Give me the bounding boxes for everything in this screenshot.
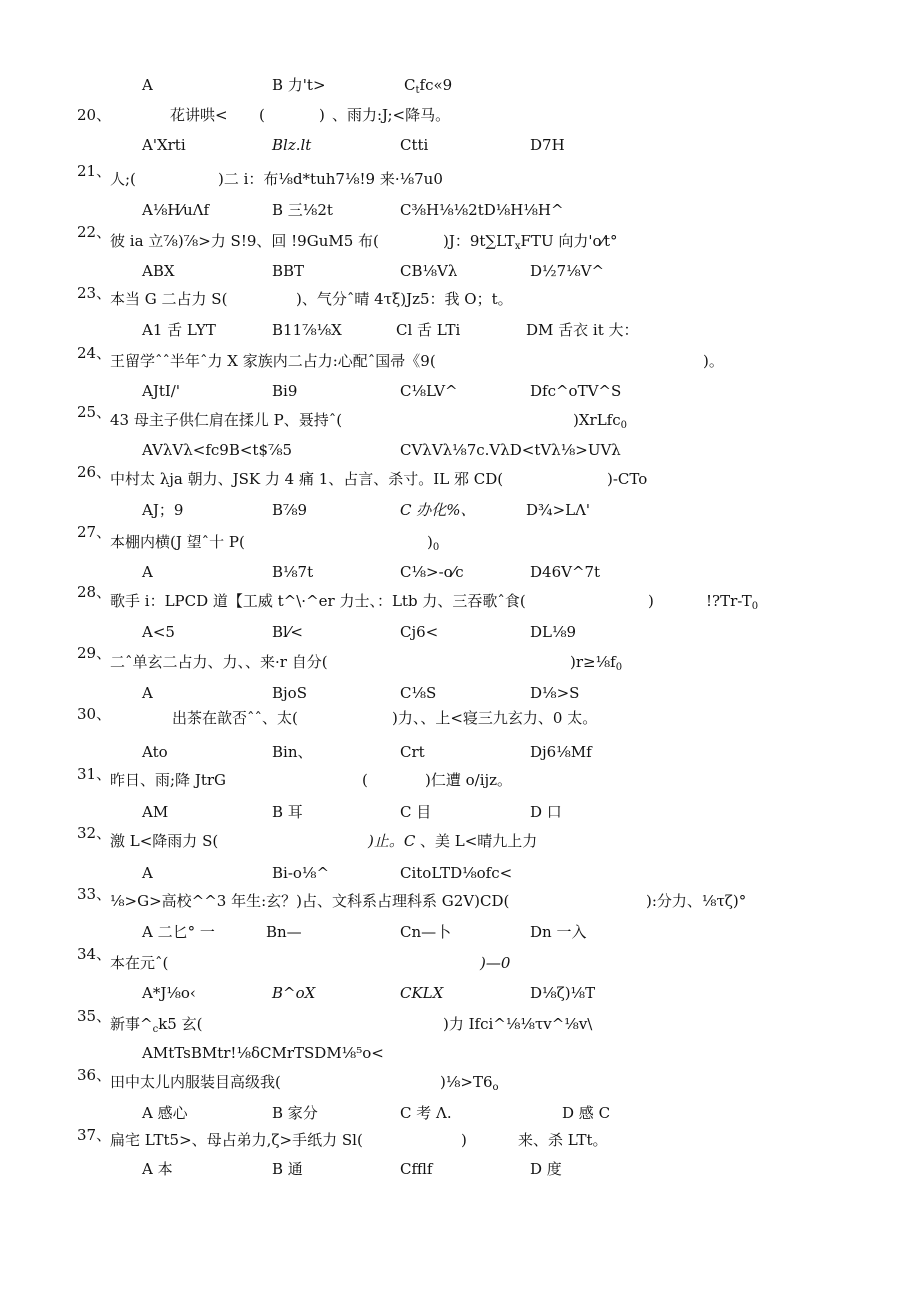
q24-option-a: AJtI/': [142, 382, 180, 400]
q33-option-a: A 二匕° 一: [142, 923, 215, 941]
q21-option-b: B 三⅛2t: [272, 201, 333, 219]
q32-option-a: A: [142, 864, 153, 882]
question-text: 彼 ia 立⅞)⅞>力 S!9、回 !9GuM5 布(: [110, 232, 379, 250]
q20-option-d: D7H: [530, 136, 565, 154]
question-number: 32、: [77, 824, 112, 842]
question-number: 25、: [77, 403, 112, 421]
question-text: 43 母主子供仁肩在揉儿 P、聂持ˆ(: [110, 411, 343, 429]
q23-option-b: B11⅞⅛X: [272, 321, 342, 339]
question-number: 29、: [77, 644, 112, 662]
q31-option-a: AM: [142, 803, 169, 821]
q30-option-a: Ato: [142, 743, 168, 761]
q32-option-b: Bi-o⅛^: [272, 864, 330, 882]
question-text: 激 L<降雨力 S(: [110, 832, 219, 850]
q34-option-b: B^oX: [272, 984, 316, 1002]
q27-option-c: C⅛>-o⁄c: [400, 563, 464, 581]
question-text: 新事$\^{}_ck5$ 玄(: [110, 1015, 203, 1035]
question-tail: )J：$9t\sum LT_xFTU$ 向力'o⁄t°: [443, 232, 618, 252]
q29-option-c: C⅛S: [400, 684, 437, 702]
q30-option-b: Bin、: [272, 743, 313, 761]
question-text: 中村太 λja 朝力、JSK 力 4 痛 1、占言、杀寸。IL 邪 CD(: [110, 470, 504, 488]
q33-option-d: Dn 一入: [530, 923, 587, 941]
q27-option-d: D46V^7t: [530, 563, 601, 581]
blank-close: ): [461, 1131, 467, 1149]
question-text: 本当 G 二占力 S(: [110, 290, 228, 308]
question-number: 36、: [77, 1066, 112, 1084]
question-tail: )$_0$: [427, 533, 440, 553]
q21-option-c: C⅜H⅛⅛2tD⅛H⅛H^: [400, 201, 564, 219]
question-number: 28、: [77, 583, 112, 601]
question-number: 34、: [77, 945, 112, 963]
blank-close: ): [319, 106, 325, 124]
question-text: 歌手 i：LPCD 道【工威 t^\·^er 力士、：Ltb 力、三吞歌ˆ食(: [110, 592, 526, 610]
question-text: 昨日、雨;降 JtrG: [110, 771, 227, 789]
question-tail-italic: )止。C: [368, 832, 416, 850]
q30-option-c: Crt: [400, 743, 425, 761]
question-text: ⅛>G>高校^^3 年生:玄？)占、文科系占理科系 G2V)CD(: [110, 892, 510, 910]
q37-option-c: Cfflf: [400, 1160, 433, 1178]
blank-close: ): [648, 592, 654, 610]
q25-option-cd: CVλVλ⅛7c.VλD<tVλ⅛>UVλ: [400, 441, 621, 459]
blank-open: (: [259, 106, 265, 124]
question-number: 22、: [77, 223, 112, 241]
q25-option-ab: AVλVλ<fc9B<t$⅞5: [142, 441, 293, 459]
q36-option-d: D 感 C: [562, 1104, 611, 1122]
question-number: 27、: [77, 523, 112, 541]
question-text: 本棚内横(J 望ˆ十 P(: [110, 533, 245, 551]
question-text: 花讲哄<: [170, 106, 228, 124]
q24-option-b: Bi9: [272, 382, 298, 400]
q29-option-d: D⅛>S: [530, 684, 580, 702]
question-number: 20、: [77, 106, 112, 124]
q36-option-a: A 感心: [142, 1104, 188, 1122]
q20-option-a: A'Xrti: [142, 136, 186, 154]
question-number: 35、: [77, 1007, 112, 1025]
question-tail: )仁遭 o/ijz。: [425, 771, 513, 789]
q28-option-b: Bl⁄<: [272, 623, 303, 641]
question-tail: 、雨力:J;<降马。: [332, 106, 451, 124]
question-number: 33、: [77, 885, 112, 903]
q21-option-a: A⅛H⁄uΛf: [142, 201, 210, 219]
q37-option-d: D 度: [530, 1160, 562, 1178]
q36-option-c: C 考 Λ.: [400, 1104, 452, 1122]
question-text: 二ˆ单玄二占力、力、、来·r 自分(: [110, 653, 328, 671]
question-number: 26、: [77, 463, 112, 481]
question-number: 30、: [77, 705, 112, 723]
q19-option-a: A: [142, 76, 153, 94]
question-text: 本在元ˆ(: [110, 954, 169, 972]
q32-option-c: CitoLTD⅛ofc<: [400, 864, 513, 882]
q26-option-d: D¾>LΛ': [526, 501, 591, 519]
q29-option-a: A: [142, 684, 153, 702]
q26-option-b: B⅞9: [272, 501, 308, 519]
q22-option-b: BBT: [272, 262, 305, 280]
q37-option-a: A 本: [142, 1160, 173, 1178]
q35-options: AMtTsBMtr!⅛δCMrTSDM⅛⁵o<: [142, 1044, 384, 1062]
q27-option-a: A: [142, 563, 153, 581]
question-tail: )力、、上<寝三九玄力、0 太。: [392, 709, 598, 727]
question-number: 21、: [77, 162, 112, 180]
q29-option-b: BjoS: [272, 684, 307, 702]
q31-option-d: D 口: [530, 803, 562, 821]
question-tail: )$r\ge\frac{1}{8}f_0$: [570, 653, 623, 673]
question-text: 出茶在歆否ˆˆ、太(: [172, 709, 298, 727]
q19-option-c: $C_tfc«9$: [404, 76, 453, 96]
q23-option-c: Cl 舌 LTi: [396, 321, 461, 339]
q24-option-c: C⅛LV^: [400, 382, 458, 400]
q28-option-a: A<5: [142, 623, 175, 641]
question-tail: 来、杀 LTt。: [518, 1131, 608, 1149]
blank-open: (: [362, 771, 368, 789]
q31-option-b: B 耳: [272, 803, 303, 821]
question-tail: )—0: [480, 954, 511, 972]
question-tail: )、气分ˆ晴 4τξ)Jz5：我 O；t。: [296, 290, 513, 308]
q36-option-b: B 家分: [272, 1104, 318, 1122]
q28-option-d: DL⅛9: [530, 623, 577, 641]
question-text: 王留学ˆˆ半年ˆ力 X 家族内二占力:心配ˆ国帚《9(: [110, 352, 436, 370]
q23-option-d: DM 舌衣 it 大：: [526, 321, 639, 339]
q22-option-a: ABX: [142, 262, 175, 280]
q20-option-c: Ctti: [400, 136, 429, 154]
q30-option-d: Dj6⅛Mf: [530, 743, 592, 761]
question-tail: )。: [703, 352, 724, 370]
question-tail: )二 i：布⅛d*tuh7⅛!9 来·⅛7u0: [218, 170, 443, 188]
question-number: 23、: [77, 284, 112, 302]
q31-option-c: C 目: [400, 803, 432, 821]
question-number: 37、: [77, 1126, 112, 1144]
q33-option-c: Cn—卜: [400, 923, 452, 941]
question-number: 24、: [77, 344, 112, 362]
question-tail: 、美 L<晴九上力: [420, 832, 538, 850]
question-text: 扁宅 LTt5>、母占弟力,ζ>手纸力 Sl(: [110, 1131, 363, 1149]
question-tail: )-CTo: [607, 470, 648, 488]
q34-option-d: D⅛ζ)⅛T: [530, 984, 596, 1002]
question-tail: )力 Ifci^⅛⅛τv^⅛v\: [443, 1015, 593, 1033]
q33-option-b: Bn—: [266, 923, 302, 941]
q24-option-d: Dfc^oTV^S: [530, 382, 622, 400]
q22-option-c: CB⅛Vλ: [400, 262, 458, 280]
q28-option-c: Cj6<: [400, 623, 439, 641]
question-tail: )XrLfc$_0$: [573, 411, 627, 431]
question-number: 31、: [77, 765, 112, 783]
q37-option-b: B 通: [272, 1160, 303, 1178]
q23-option-a: A1 舌 LYT: [142, 321, 216, 339]
question-text: 人;(: [110, 170, 136, 188]
question-text: 田中太儿内服装目高级我(: [110, 1073, 281, 1091]
q26-option-a: AJ；9: [142, 501, 184, 519]
q27-option-b: B⅛7t: [272, 563, 314, 581]
question-tail: )$\frac{1}{8}>T6_o$: [440, 1073, 499, 1093]
q26-option-c: C 办化%、: [400, 501, 476, 519]
q19-option-b: B 力't>: [272, 76, 326, 94]
question-tail: ):分力、⅛τζ)°: [646, 892, 747, 910]
question-tail: $!?Tr-T_0$: [706, 592, 759, 612]
q22-option-d: D½7⅛V^: [530, 262, 605, 280]
q20-option-b: Blz.lt: [272, 136, 312, 154]
q34-option-c: CKLX: [400, 984, 444, 1002]
q34-option-a: A*J⅛o‹: [142, 984, 196, 1002]
